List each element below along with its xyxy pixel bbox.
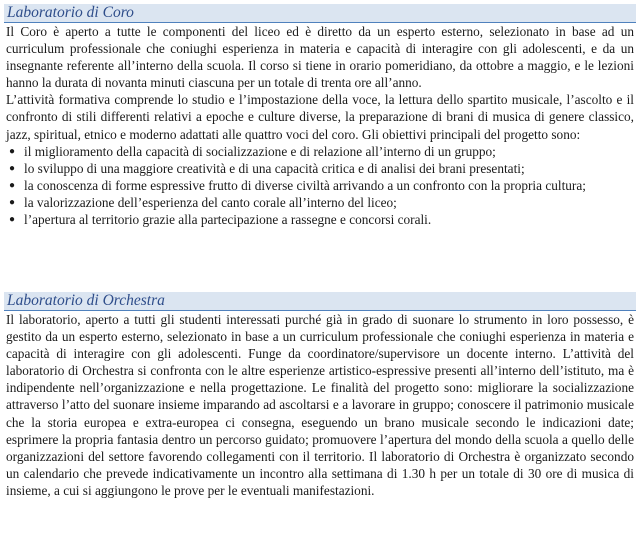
list-item xyxy=(4,211,636,228)
list-item xyxy=(4,143,636,160)
list-item-text: la valorizzazione dell’esperienza del canto corale all’interno del liceo; xyxy=(24,194,397,210)
coro-heading: Laboratorio di Coro xyxy=(4,4,636,23)
orchestra-heading: Laboratorio di Orchestra xyxy=(4,292,636,311)
coro-activity-paragraph: L’attività formativa comprende lo studio e l’impostazione della voce, la lettura dello spartito musicale, l’ascolto e il confronto di stili differenti relativi a epoche e culture diverse, la preparazione di brani di musica di genere classico, jazz, spiritual, etnico e moderno adattati alle quattro voci del coro. Gli obiettivi principali del progetto sono: xyxy=(6,92,634,142)
coro-objectives-list xyxy=(4,143,636,228)
list-item xyxy=(4,194,636,211)
bullet-icon: ● xyxy=(9,179,16,191)
orchestra-body-paragraph: Il laboratorio, aperto a tutti gli studenti interessati purché già in grado di suonare lo strumento in loro possesso, è gestito da un esperto esterno, selezionato in base a un curriculum professionale che coniughi esperienza in materia e capacità di interagire con gli adolescenti. Funge da coordinatore/supervisore un docente interno. L’attività del laboratorio di Orchestra si confronta con le altre esperienze artistico-espressive presenti all’interno dell’istituto, ma è indipendente nell’organizzazione e nella progettazione. Le finalità del progetto sono: migliorare la socializzazione attraverso l’atto del suonare insieme imparando ad ascoltarsi e a lavorare in gruppo; conoscere il patrimonio musicale che la storia europea e extra-europea ci consegna, eseguendo un brano musicale secondo le indicazioni date; esprimere la propria fantasia dentro un percorso guidato; promuovere l’apertura del mondo della scuola a quello delle organizzazioni del settore favorendo collegamenti con il territorio. Il laboratorio di Orchestra è organizzato secondo un calendario che prevede indicativamente un incontro alla settimana di 1.30 h per un totale di 30 ore di musica di insieme, a cui si aggiungono le prove per le eventuali manifestazioni. xyxy=(6,312,634,498)
list-item-text: lo sviluppo di una maggiore creatività e di una capacità critica e di analisi dei brani presentati; xyxy=(24,160,525,176)
bullet-icon: ● xyxy=(9,214,16,226)
list-item xyxy=(4,177,636,194)
orchestra-section xyxy=(4,292,636,499)
list-item-text: il miglioramento della capacità di socializzazione e di relazione all’interno di un gruppo; xyxy=(24,143,496,159)
coro-section xyxy=(4,4,636,228)
coro-intro-paragraph: Il Coro è aperto a tutte le componenti del liceo ed è diretto da un esperto esterno, selezionato in base ad un curriculum professionale che coniughi esperienza in materia e capacità di interagire con gli adolescenti, e da un insegnante referente all’interno della scuola. Il corso si tiene in orario pomeridiano, da ottobre a maggio, e le lezioni hanno la durata di novanta minuti ciascuna per un totale di trenta ore all’anno. xyxy=(6,24,634,91)
bullet-icon: ● xyxy=(9,145,16,157)
bullet-icon: ● xyxy=(9,162,16,174)
bullet-icon: ● xyxy=(9,196,16,208)
list-item xyxy=(4,160,636,177)
list-item-text: l’apertura al territorio grazie alla partecipazione a rassegne e concorsi corali. xyxy=(24,212,432,228)
list-item-text: la conoscenza di forme espressive frutto di diverse civiltà arrivando a un confronto con la propria cultura; xyxy=(24,177,586,193)
